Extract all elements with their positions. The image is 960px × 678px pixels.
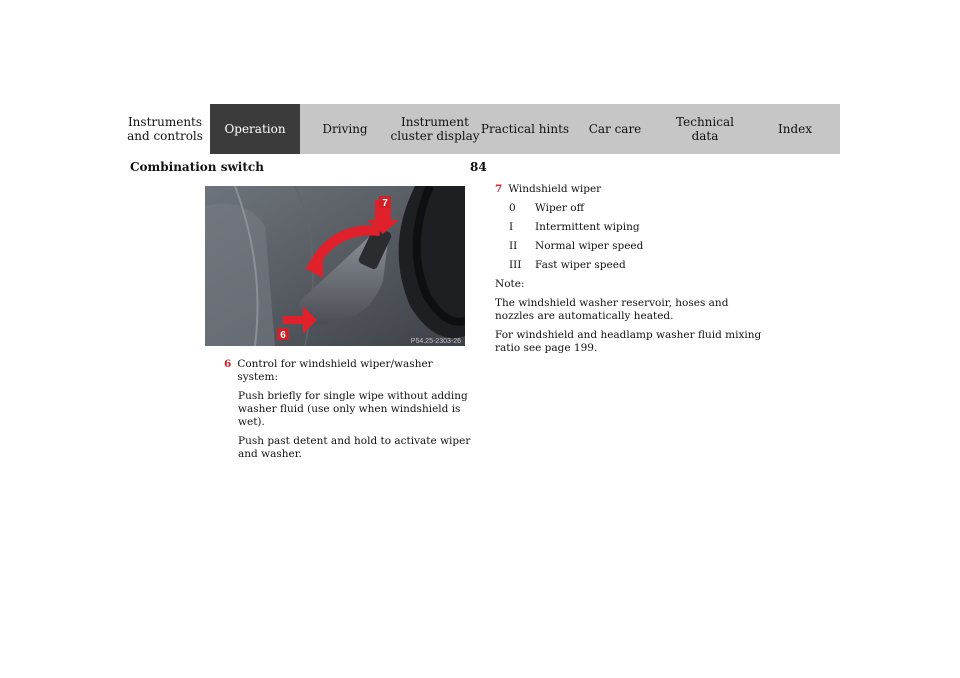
callout-7-label: 7: [382, 198, 388, 209]
tab-instruments-and-controls[interactable]: Instruments and controls: [120, 104, 210, 154]
tab-driving[interactable]: Driving: [300, 104, 390, 154]
left-column: [224, 358, 474, 461]
tab-car-care[interactable]: Car care: [570, 104, 660, 154]
section-title: Combination switch: [130, 160, 264, 174]
item-6: [224, 358, 474, 384]
item-7-title: Windshield wiper: [508, 183, 602, 195]
item-6-paragraph-1: Push briefly for single wipe without adding washer fluid (use only when windshield is wet).: [238, 390, 468, 428]
wiper-position-2: [509, 240, 765, 253]
wiper-position-text: Wiper off: [535, 202, 585, 214]
item-6-title: Control for windshield wiper/washer system:: [237, 358, 433, 383]
note-label: Note:: [495, 278, 525, 290]
tab-instrument-cluster-display[interactable]: Instrument cluster display: [390, 104, 480, 154]
wiper-position-1: [509, 221, 765, 234]
tab-index[interactable]: Index: [750, 104, 840, 154]
mixing-ratio-reference: For windshield and headlamp washer fluid mixing ratio see page 199.: [495, 329, 762, 354]
wiper-position-key: 0: [509, 202, 516, 214]
figure-code: P54.25-2303-26: [410, 338, 461, 345]
wiper-position-key: III: [509, 259, 522, 271]
right-column: [495, 183, 765, 355]
wiper-position-text: Fast wiper speed: [535, 259, 626, 271]
tab-practical-hints[interactable]: Practical hints: [480, 104, 570, 154]
wiper-position-3: [509, 259, 765, 272]
item-7-number: 7: [495, 183, 503, 195]
wiper-position-0: [509, 202, 765, 215]
combination-switch-figure: [205, 186, 465, 346]
chapter-tabs: [120, 104, 840, 154]
wiper-position-key: II: [509, 240, 518, 252]
tab-technical-data[interactable]: Technical data: [660, 104, 750, 154]
item-6-paragraph-2: Push past detent and hold to activate wiper and washer.: [238, 435, 471, 460]
wiper-position-text: Intermittent wiping: [535, 221, 640, 233]
wiper-position-key: I: [509, 221, 514, 233]
callout-6-label: 6: [280, 330, 286, 341]
item-6-number: 6: [224, 358, 232, 370]
wiper-position-text: Normal wiper speed: [535, 240, 644, 252]
page-number: 84: [470, 160, 487, 174]
combination-switch-illustration: [205, 186, 465, 346]
item-7: [495, 183, 765, 196]
tab-operation[interactable]: Operation: [210, 104, 300, 154]
note-text: The windshield washer reservoir, hoses and nozzles are automatically heated.: [495, 297, 729, 322]
